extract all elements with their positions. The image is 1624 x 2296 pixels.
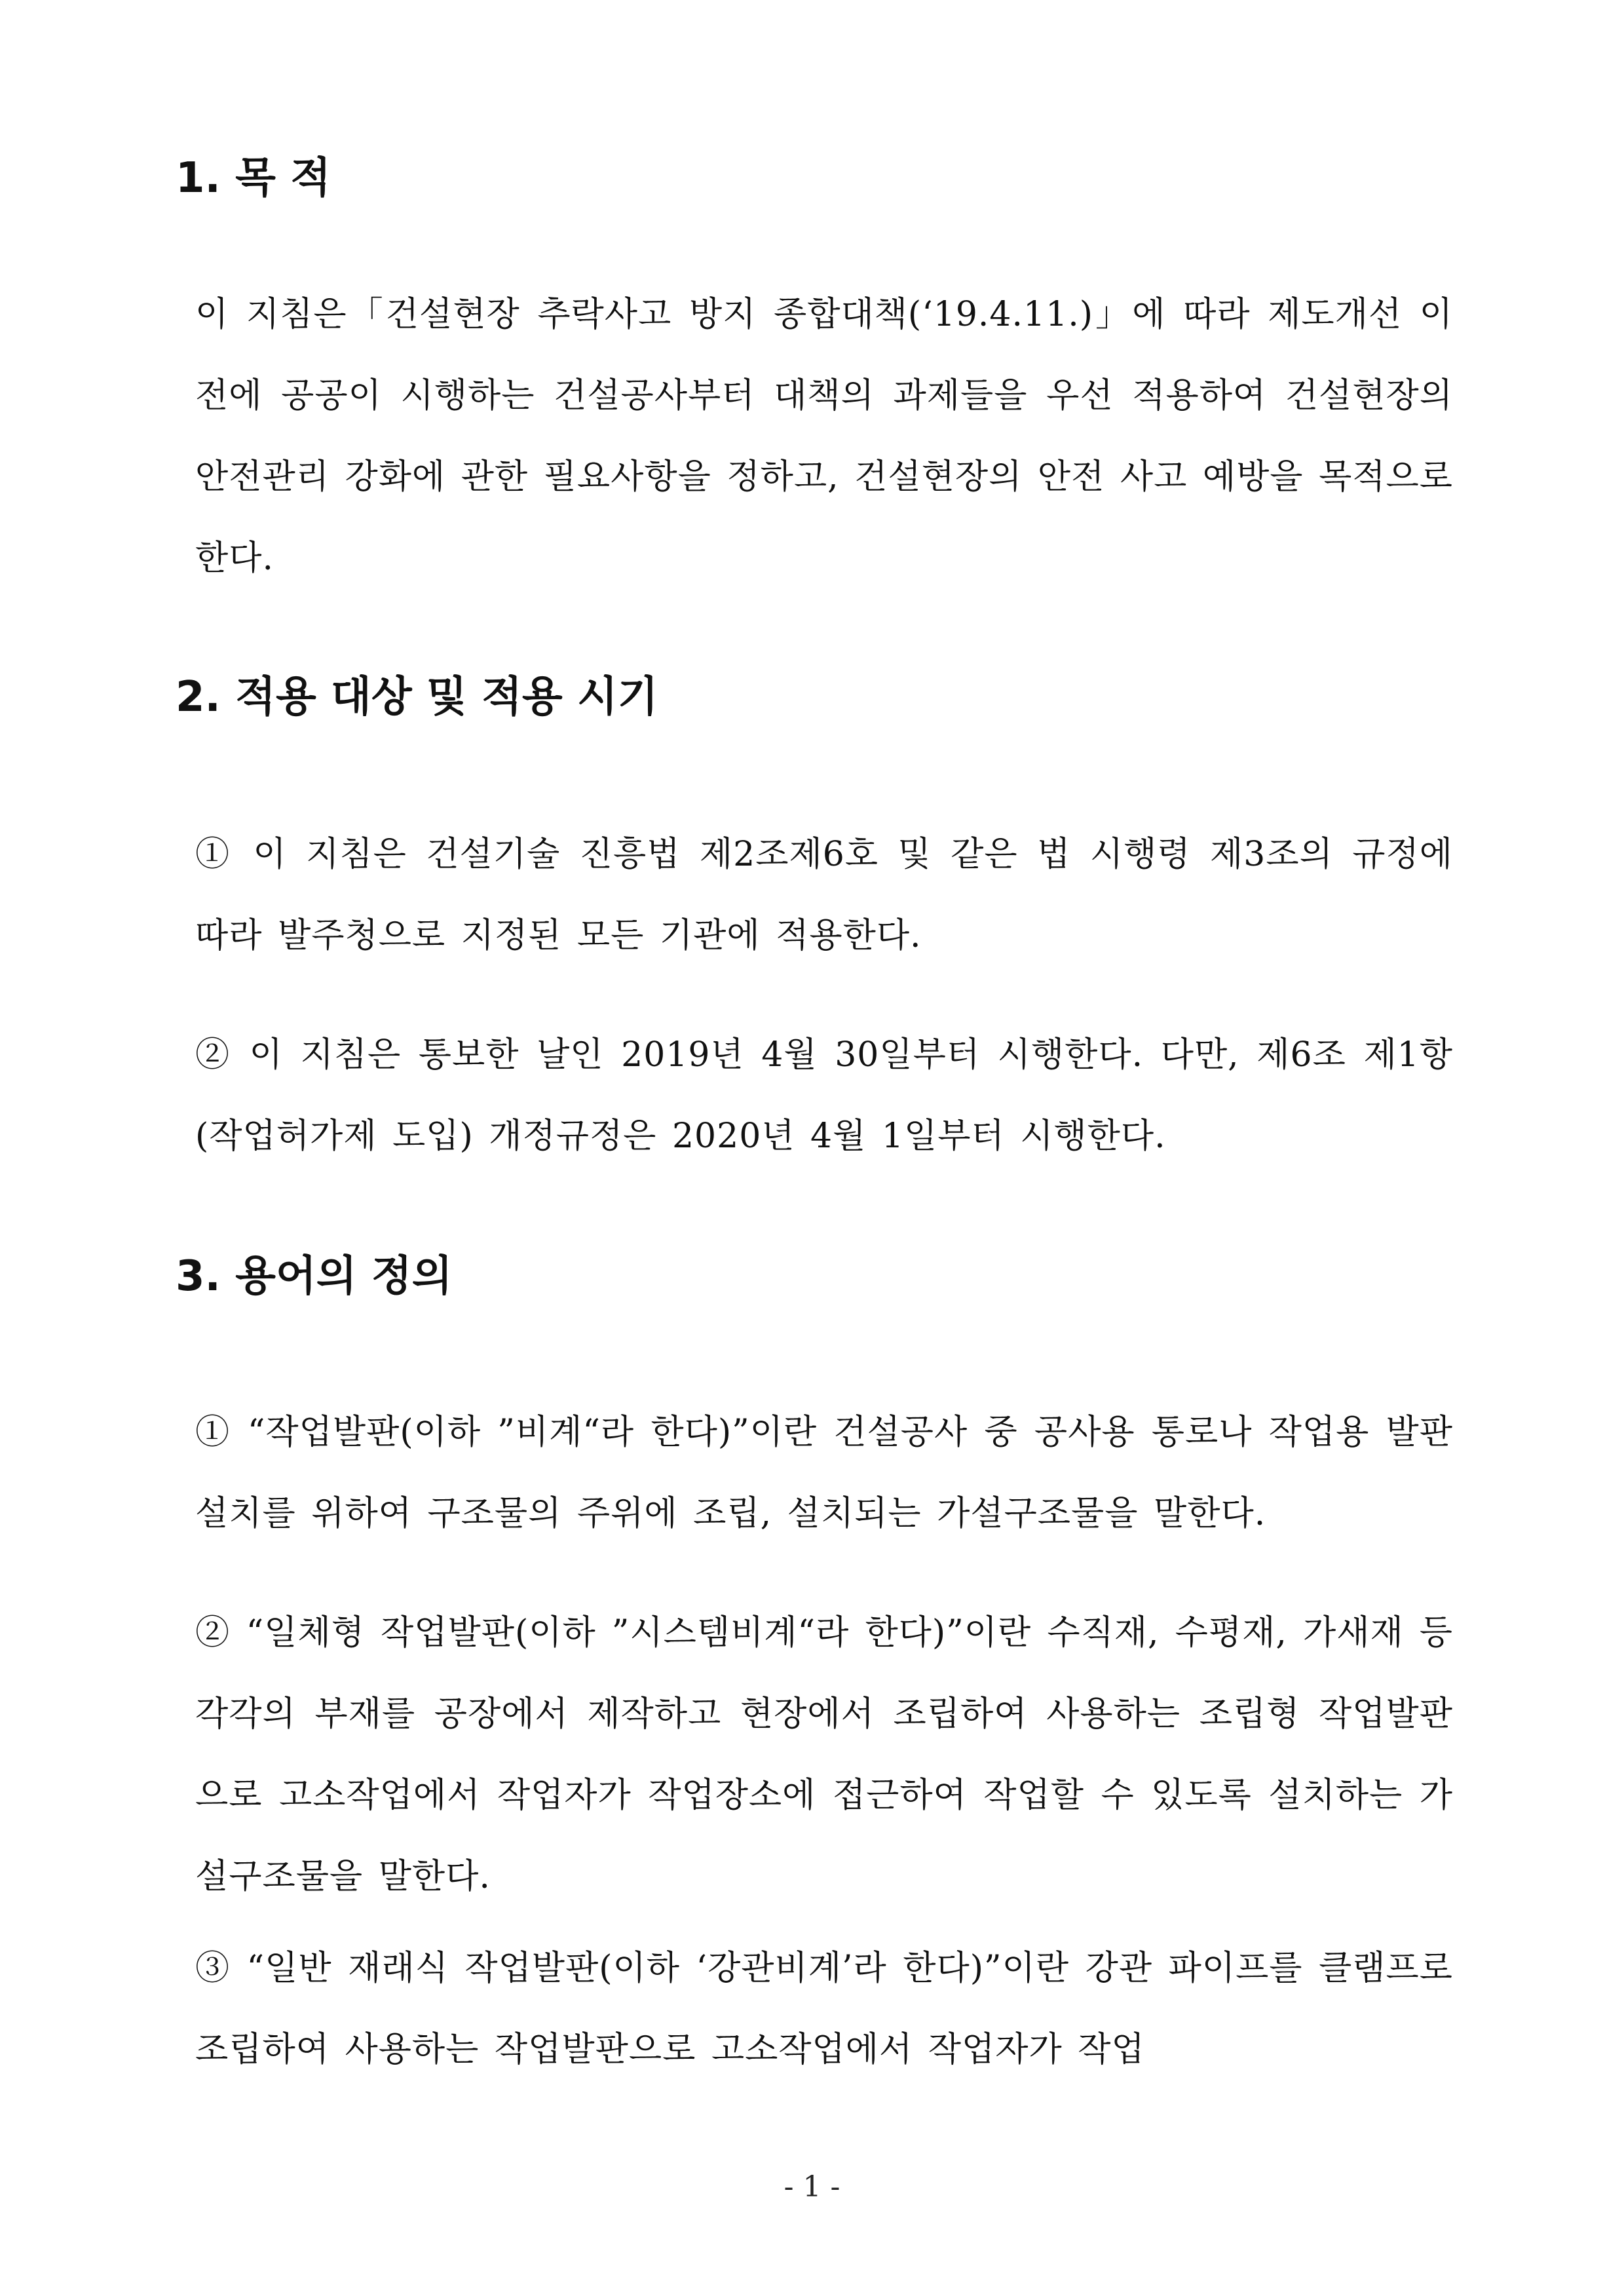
section-3-paragraph-1: ① “작업발판(이하 ”비계“라 한다)”이란 건설공사 중 공사용 통로나 작업용 발판 설치를 위하여 구조물의 주위에 조립, 설치되는 가설구조물을 말한다. [195,1413,1453,1533]
section-2-paragraph-2: ② 이 지침은 통보한 날인 2019년 4월 30일부터 시행한다. 다만, 제6조 제1항(작업허가제 도입) 개정규정은 2020년 4월 1일부터 시행한다. [195,1035,1453,1156]
section-2-heading: 2. 적용 대상 및 적용 시기 [176,673,658,721]
page-number: - 1 - [784,2170,840,2204]
section-3-paragraph-3: ③ “일반 재래식 작업발판(이하 ‘강관비계’라 한다)”이란 강관 파이프를 클램프로 조립하여 사용하는 작업발판으로 고소작업에서 작업자가 작업 [195,1949,1453,2069]
section-1-paragraph-1: 이 지침은「건설현장 추락사고 방지 종합대책(‘19.4.11.)」에 따라 제도개선 이전에 공공이 시행하는 건설공사부터 대책의 과제들을 우선 적용하여 건설현장의 안전관리 강화에 관한 필요사항을 정하고, 건설현장의 안전 사고 예방을 목적으로 한다. [195,295,1453,578]
section-3-paragraph-2: ② “일체형 작업발판(이하 ”시스템비계“라 한다)”이란 수직재, 수평재, 가새재 등 각각의 부재를 공장에서 제작하고 현장에서 조립하여 사용하는 조립형 작업발판으로 고소작업에서 작업자가 작업장소에 접근하여 작업할 수 있도록 설치하는 가설구조물을 말한다. [195,1613,1453,1896]
section-1-heading: 1. 목 적 [176,154,331,202]
section-3-heading: 3. 용어의 정의 [176,1252,453,1301]
section-2-paragraph-1: ① 이 지침은 건설기술 진흥법 제2조제6호 및 같은 법 시행령 제3조의 규정에 따라 발주청으로 지정된 모든 기관에 적용한다. [195,835,1453,955]
